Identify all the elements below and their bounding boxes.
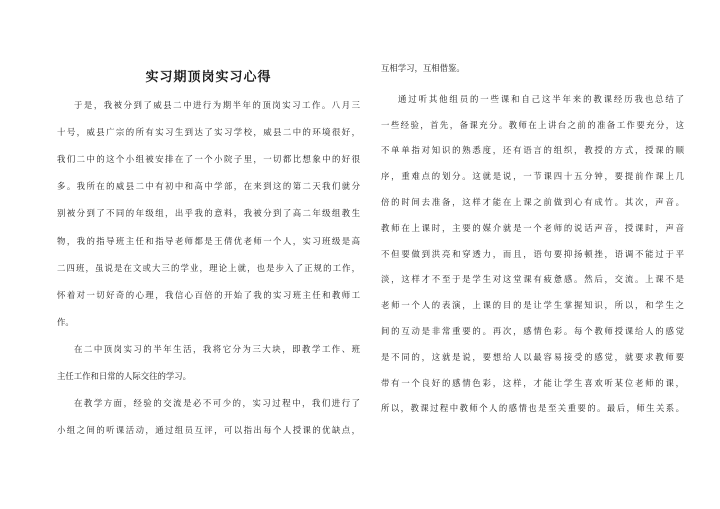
text-line: 我们二中的这个小组被安排在了一个小院子里，一切都比想象中的好很: [57, 154, 360, 165]
text-line: 物，我的指导班主任和指导老师都是王倩优老师一个人，实习班级是高: [57, 235, 360, 246]
text-line: 主任工作和日常的人际交往的学习。: [57, 371, 191, 381]
text-line: 老师一个人的表演，上课的目的是让学生掌握知识，所以，和学生之: [381, 300, 684, 311]
text-line: 教师在上课时，主要的媒介就是一个老师的说话声音，授课时，声音: [381, 222, 684, 233]
text-line: 作。: [57, 316, 74, 327]
text-line: 淡，这样才不至于是学生对这堂课有疲惫感。然后，交流。上课不是: [381, 274, 684, 285]
text-line: 二四班，虽说是在文或大三的学业，理论上就，也是步入了正规的工作，: [57, 262, 360, 273]
text-line: 小组之间的听课活动，通过组员互评，可以指出每个人授课的优缺点，: [57, 425, 360, 436]
text-line: 别被分到了不同的年级组，出乎我的意料，我被分到了高二年级组教生: [57, 208, 360, 219]
text-line: 互相学习，互相借鉴。: [381, 63, 465, 73]
text-line: 不单单指对知识的熟悉度，还有语言的组织，教授的方式，授课的顺: [381, 145, 684, 156]
text-line: 带有一个良好的感情色彩，这样，才能让学生喜欢听某位老师的课，: [381, 377, 684, 388]
text-line: 倍的时间去准备，这样才能在上课之前做到心有成竹。其次，声音。: [381, 197, 684, 207]
text-line: 多。我所在的威县二中有初中和高中学部，在来到这的第二天我们就分: [57, 181, 360, 192]
text-line: 在教学方面，经验的交流是必不可少的，实习过程中，我们进行了: [74, 398, 360, 409]
text-line: 于是，我被分到了威县二中进行为期半年的顶岗实习工作。八月三: [74, 100, 360, 110]
text-line: 所以，教课过程中教师个人的感情也是至关重要的。最后，师生关系。: [381, 403, 684, 414]
text-line: 间的互动是非常重要的。再次，感情色彩。每个教师授课给人的感觉: [381, 326, 684, 336]
text-line: 十号，威县广宗的所有实习生到达了实习学校，威县二中的环境很好，: [57, 127, 360, 138]
text-line: 通过听其他组员的一些课和自己这半年来的教课经历我也总结了: [398, 93, 684, 104]
text-line: 怀着对一切好奇的心理，我信心百倍的开始了我的实习班主任和教师工: [57, 289, 360, 300]
text-line: 在二中顶岗实习的半年生活，我将它分为三大块，即教学工作、班: [74, 343, 360, 354]
text-line: 序，重难点的划分。这就是说，一节课四十五分钟，要提前作课上几: [381, 171, 684, 182]
text-line: 是不同的，这就是说，要想给人以最容易接受的感觉，就要求教师要: [381, 351, 684, 362]
text-line: 不但要做到洪亮和穿透力，而且，语句要抑扬顿挫，语调不能过于平: [381, 248, 684, 259]
text-line: 一些经验，首先，备课充分。教师在上讲台之前的准备工作要充分，这: [381, 119, 684, 130]
document-title: 实习期顶岗实习心得: [145, 70, 272, 85]
